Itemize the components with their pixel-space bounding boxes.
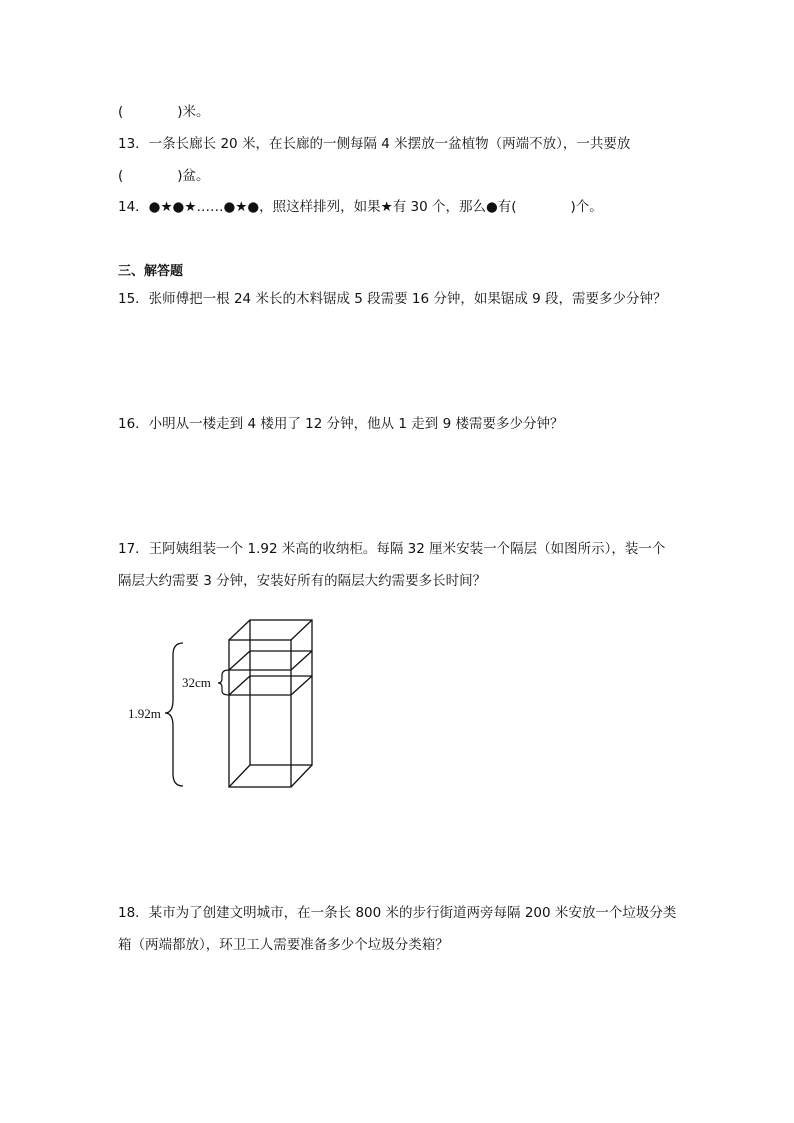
gap-brace xyxy=(218,670,229,695)
cabinet-back-face xyxy=(250,620,312,765)
question-18-line-1: 18．某市为了创建文明城市，在一条长 800 米的步行街道两旁每隔 200 米安放一个垃圾分类 xyxy=(118,905,677,921)
question-13-line-1: 13．一条长廊长 20 米，在长廊的一侧每隔 4 米摆放一盆植物（两端不放），一共要放 xyxy=(118,136,631,152)
question-13-line-2: ( )盆。 xyxy=(118,168,210,184)
question-17-line-1: 17．王阿姨组装一个 1.92 米高的收纳柜。每隔 32 厘米安装一个隔层（如图所示），装一个 xyxy=(118,541,666,557)
question-17-line-2: 隔层大约需要 3 分钟，安装好所有的隔层大约需要多长时间？ xyxy=(118,573,487,589)
question-15: 15．张师傅把一根 24 米长的木料锯成 5 段需要 16 分钟，如果锯成 9 段，需要多少分钟？ xyxy=(118,291,667,307)
shelf-2 xyxy=(229,676,312,695)
question-18-line-2: 箱（两端都放），环卫工人需要准备多少个垃圾分类箱？ xyxy=(118,937,449,953)
section-heading-answers: 三、解答题 xyxy=(118,264,184,279)
question-16: 16．小明从一楼走到 4 楼用了 12 分钟，他从 1 走到 9 楼需要多少分钟？ xyxy=(118,416,564,432)
answer-blank-line-12: ( )米。 xyxy=(118,104,210,120)
height-label: 1.92m xyxy=(128,706,161,721)
shelf-1 xyxy=(229,651,312,670)
question-14: 14．●★●★……●★●，照这样排列，如果★有 30 个，那么●有( )个。 xyxy=(118,199,603,215)
height-brace xyxy=(165,643,183,786)
cabinet-box xyxy=(229,620,312,787)
gap-label: 32cm xyxy=(182,675,211,690)
